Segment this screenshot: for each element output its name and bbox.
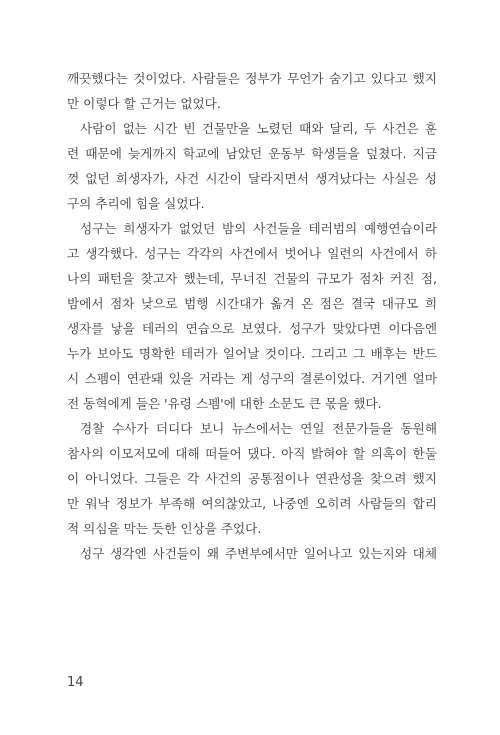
text-line: 성구는 희생자가 없었던 밤의 사건들을 테러범의 예행연습이라 <box>80 221 437 236</box>
page-number: 14 <box>67 675 84 690</box>
text-line: 전 동혁에게 들은 '유령 스펨'에 대한 소문도 큰 몫을 했다. <box>67 396 382 411</box>
text-line: 참사의 이모저모에 대해 떠들어 댔다. 아직 밝혀야 할 의혹이 한둘 <box>67 446 437 461</box>
text-line: 껏 없던 희생자가, 사건 시간이 달라지면서 생겨났다는 사실은 성 <box>67 171 437 186</box>
body-text <box>67 66 437 566</box>
text-line: 경찰 수사가 더디다 보니 뉴스에서는 연일 전문가들을 동원해 <box>80 421 437 436</box>
text-line: 적 의심을 막는 듯한 인상을 주었다. <box>67 521 262 536</box>
text-line: 련 때문에 늦게까지 학교에 남았던 운동부 학생들을 덮쳤다. 지금 <box>67 146 437 161</box>
text-line: 고 생각했다. 성구는 각각의 사건에서 벗어나 일련의 사건에서 하 <box>67 246 437 261</box>
text-line: 시 스펨이 연관돼 있을 거라는 게 성구의 결론이었다. 거기엔 얼마 <box>67 371 437 386</box>
text-line: 성구 생각엔 사건들이 왜 주변부에서만 일어나고 있는지와 대체 <box>80 546 437 561</box>
text-line: 생자를 낳을 테러의 연습으로 보였다. 성구가 맞았다면 이다음엔 <box>67 321 437 336</box>
text-line: 만 워낙 정보가 부족해 여의찮았고, 나중엔 오히려 사람들의 합리 <box>67 496 437 511</box>
text-line: 이 아니었다. 그들은 각 사건의 공통점이나 연관성을 찾으려 했지 <box>67 471 437 486</box>
text-line: 누가 보아도 명확한 테러가 일어날 것이다. 그리고 그 배후는 반드 <box>67 346 437 361</box>
text-line: 밤에서 점차 낮으로 범행 시간대가 옮겨 온 점은 결국 대규모 희 <box>67 296 437 311</box>
text-line: 깨끗했다는 것이었다. 사람들은 정부가 무언가 숨기고 있다고 했지 <box>67 71 437 86</box>
text-line: 구의 추리에 힘을 실었다. <box>67 196 205 211</box>
text-line: 사람이 없는 시간 빈 건물만을 노렸던 때와 달리, 두 사건은 훈 <box>80 121 437 136</box>
text-line: 만 이렇다 할 근거는 없었다. <box>67 96 221 111</box>
text-line: 나의 패턴을 찾고자 했는데, 무너진 건물의 규모가 점차 커진 점, <box>67 271 437 286</box>
